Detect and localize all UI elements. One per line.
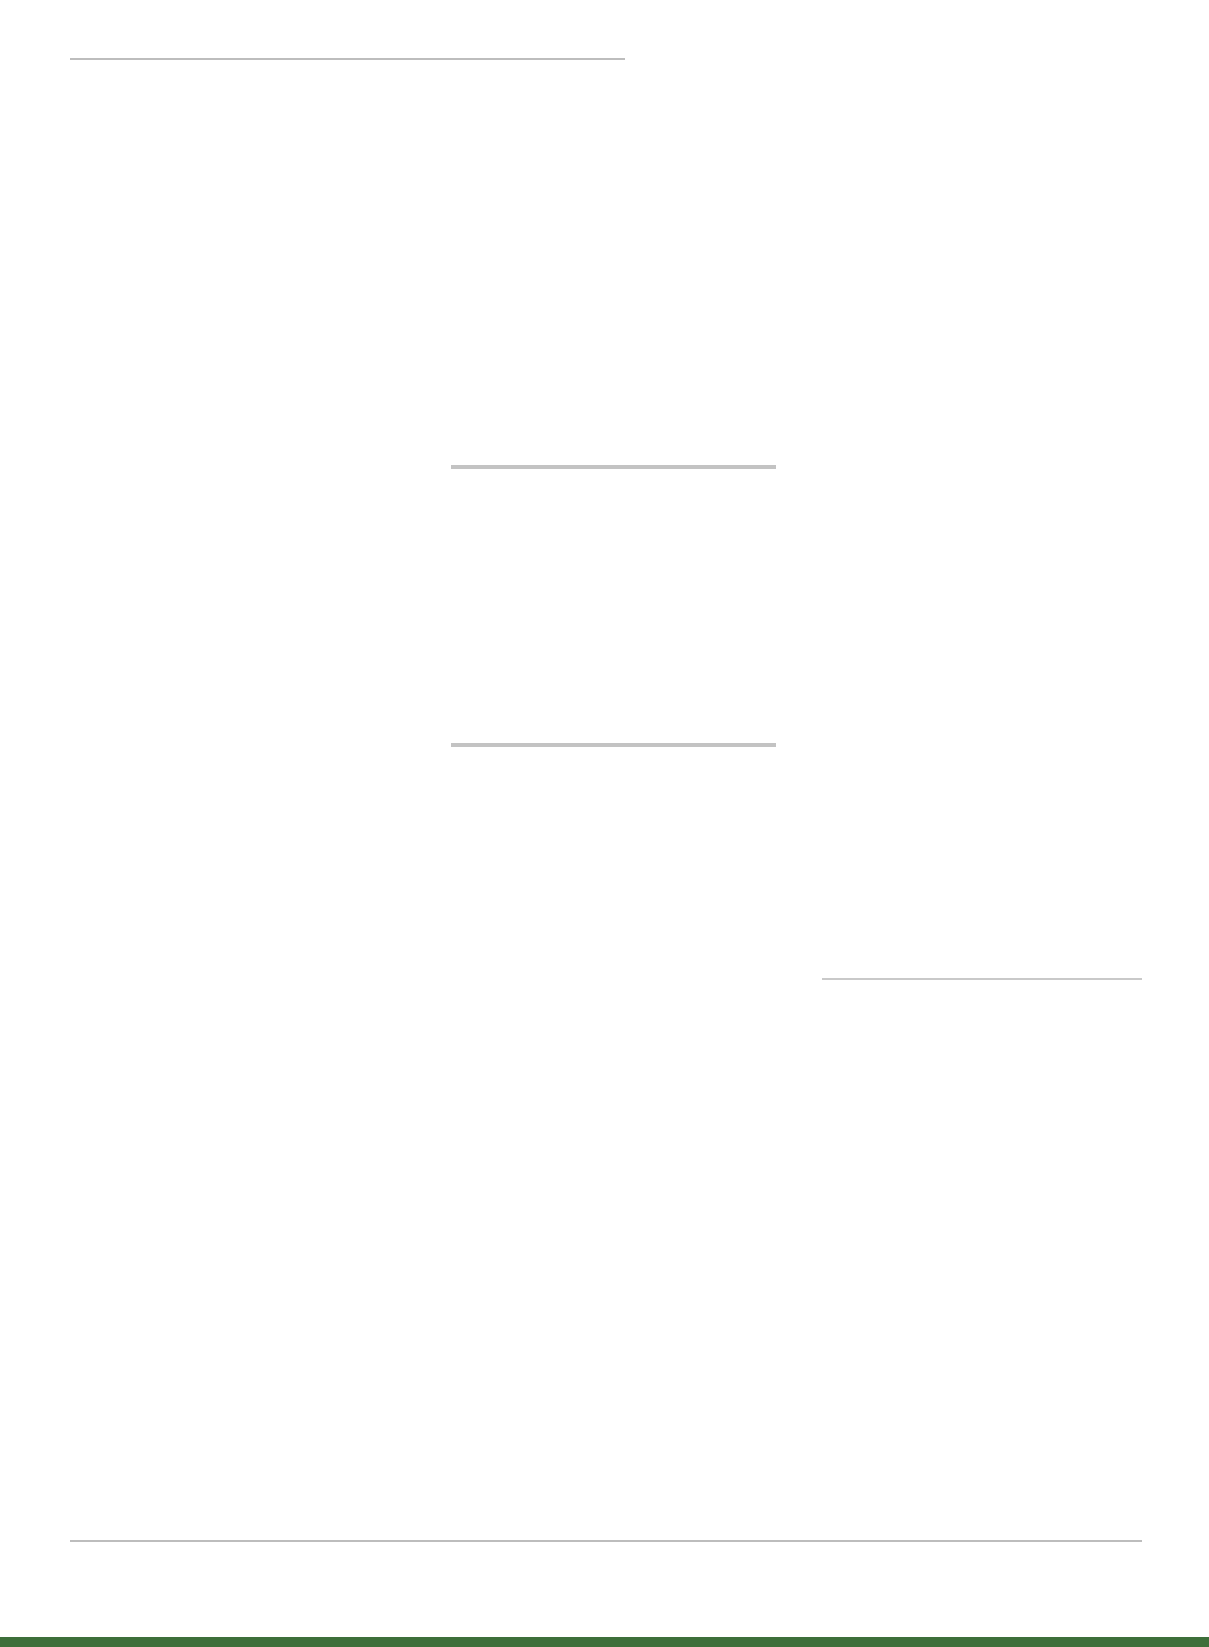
pull-quote <box>451 469 776 743</box>
column-2-bottom <box>451 761 776 1531</box>
column-3-bottom <box>822 994 1142 1534</box>
pullquote-rule-bottom <box>451 743 776 747</box>
column-3-top <box>822 150 1142 970</box>
column-2-top <box>451 150 776 465</box>
column-2 <box>451 150 776 1550</box>
header-rule <box>70 58 625 60</box>
note-rule <box>822 978 1142 980</box>
column-1 <box>70 150 400 1540</box>
footer-rule <box>70 1540 1142 1542</box>
bottom-color-strip <box>0 1637 1209 1647</box>
column-3 <box>822 150 1142 1550</box>
